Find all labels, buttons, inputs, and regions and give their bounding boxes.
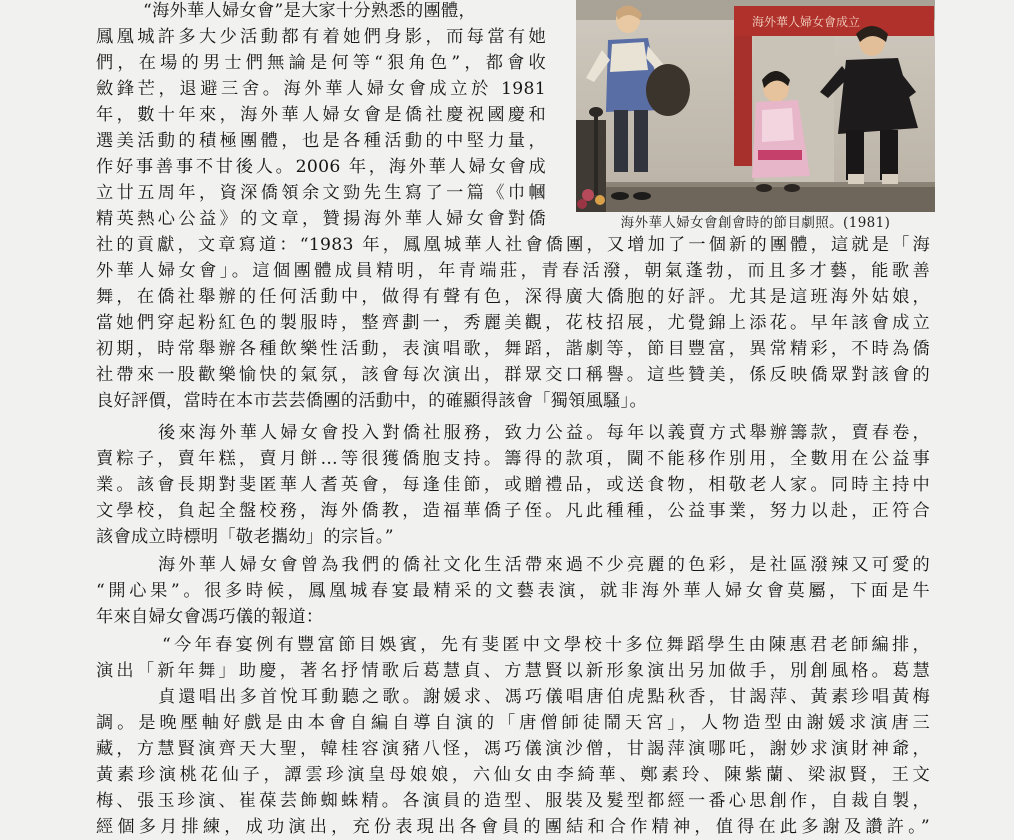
p1-line-15: 社帶來一股歡樂愉快的氣氛，該會每次演出，群眾交口稱譽。這些贊美，係反映僑眾對該會的	[96, 365, 930, 385]
p1-line-5: 年，數十年來，海外華人婦女會是僑社慶祝國慶和	[96, 105, 546, 125]
p1-line-2: 鳳凰城許多大少活動都有着她們身影，而每當有她	[96, 27, 546, 47]
p4-line-8: 經個多月排練，成功演出，充份表現出各會員的團結和合作精神，值得在此多謝及讚許。”	[96, 817, 930, 837]
p1-line-8: 立廿五周年，資深僑領余文勁先生寫了一篇《巾幗	[96, 183, 546, 203]
p4-line-6: 黃素珍演桃花仙子，譚雲珍演皇母娘娘，六仙女由李綺華、鄭素玲、陳紫蘭、梁淑賢，王文	[96, 765, 930, 785]
performance-photo	[576, 0, 935, 212]
p3-line-2: “開心果”。很多時候，鳳凰城春宴最精采的文藝表演，就非海外華人婦女會莫屬，下面是牛	[96, 581, 930, 601]
p4-line-5: 藏，方慧賢演齊天大聖，韓桂容演豬八怪，馮巧儀演沙僧，甘謁萍演哪吒，謝妙求演財神爺，	[96, 739, 930, 759]
p1-line-10: 社的貢獻，文章寫道：“1983 年，鳳凰城華人社會僑團，又增加了一個新的團體，這就是「海	[96, 235, 930, 255]
p1-line-3: 們，在場的男士們無論是何等“狠角色”，都會收	[96, 53, 546, 73]
p4-line-2: 演出「新年舞」助慶，著名抒情歌后葛慧貞、方慧賢以新形象演出另加做手，別創風格。葛慧	[96, 661, 930, 681]
p1-line-9: 精英熱心公益》的文章，贊揚海外華人婦女會對僑	[96, 209, 546, 229]
p4-line-7: 梅、張玉珍演、崔葆芸飾蜘蛛精。各演員的造型、服裝及髮型都經一番心思創作，自裁自製，	[96, 791, 930, 811]
p2-line-5: 該會成立時標明「敬老攜幼」的宗旨。”	[96, 527, 394, 547]
p1-line-12: 舞，在僑社舉辦的任何活動中，做得有聲有色，深得廣大僑胞的好評。尤其是這班海外姑娘，	[96, 287, 930, 307]
p1-line-13: 當她們穿起粉紅色的製服時，整齊劃一，秀麗美觀，花枝招展，尤覺錦上添花。早年該會成立	[96, 313, 930, 333]
p1-line-4: 斂鋒芒，退避三舍。海外華人婦女會成立於 1981	[96, 79, 546, 99]
p4-line-4: 調。是晚壓軸好戲是由本會自編自導自演的「唐僧師徒鬧天宮」，人物造型由謝媛求演唐三	[96, 713, 930, 733]
p4-line-1: “今年春宴例有豐富節目娛賓，先有斐匿中文學校十多位舞蹈學生由陳惠君老師編排，	[162, 635, 930, 655]
p1-line-7: 作好事善事不甘後人。2006 年，海外華人婦女會成	[96, 157, 546, 177]
p2-line-2: 賣粽子，賣年糕，賣月餅…等很獲僑胞支持。籌得的款項，閫不能移作別用，全數用在公益事	[96, 449, 930, 469]
p2-line-1: 後來海外華人婦女會投入對僑社服務，致力公益。每年以義賣方式舉辦籌款，賣春卷，	[158, 423, 930, 443]
photo-caption: 海外華人婦女會創會時的節目劇照。(1981)	[620, 215, 891, 231]
banner-text: 海外華人婦女會成立	[752, 15, 861, 29]
p4-line-3: 貞還唱出多首悅耳動聽之歌。謝媛求、馮巧儀唱唐伯虎點秋香，甘謁萍、黃素珍唱黃梅	[158, 687, 930, 707]
p1-line-1: “海外華人婦女會”是大家十分熟悉的團體，	[143, 1, 476, 21]
p3-line-3: 年來自婦女會馮巧儀的報道：	[96, 607, 324, 627]
p1-line-14: 初期，時常舉辦各種飲樂性活動，表演唱歌，舞蹈，諧劇等，節目豐富，異常精彩，不時為僑	[96, 339, 930, 359]
p1-line-6: 選美活動的積極團體，也是各種活動的中堅力量，	[96, 131, 546, 151]
p1-line-16: 良好評價，當時在本市芸芸僑團的活動中，的確顯得該會「獨領風騷」。	[96, 391, 648, 411]
p2-line-3: 業。該會長期對斐匿華人耆英會，每逢佳節，或贈禮品，或送食物，相敬老人家。同時主持中	[96, 475, 930, 495]
stage-performance-photo-icon	[576, 0, 935, 212]
p3-line-1: 海外華人婦女會曾為我們的僑社文化生活帶來過不少亮麗的色彩，是社區潑辣又可愛的	[158, 555, 930, 575]
p1-line-11: 外華人婦女會」。這個團體成員精明，年青端莊，青春活潑，朝氣蓬勃，而且多才藝，能歌善	[96, 261, 930, 281]
p2-line-4: 文學校，負起全盤校務，海外僑教，造福華僑子侄。凡此種種，公益事業，努力以赴，正符合	[96, 501, 930, 521]
